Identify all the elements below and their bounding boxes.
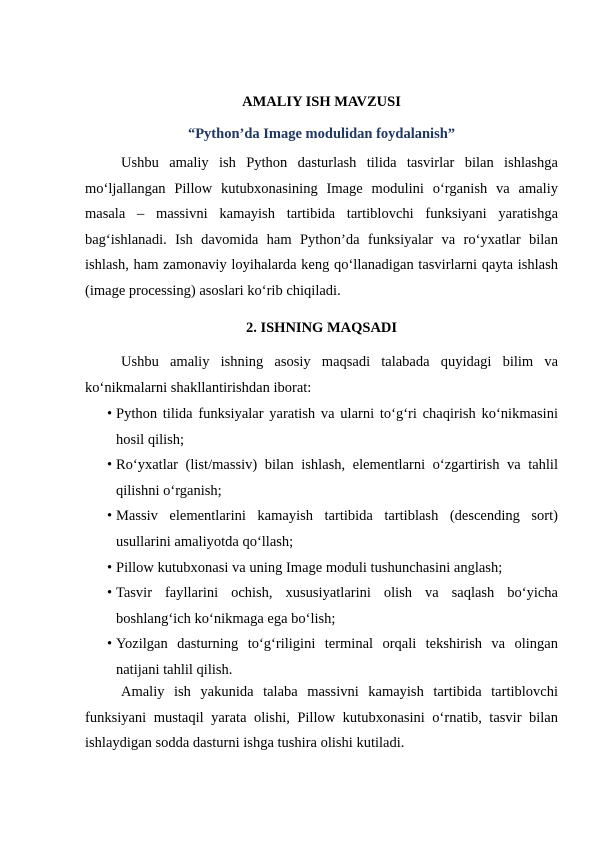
conclusion-paragraph: Amaliy ish yakunida talaba massivni kamayish tartibida tartiblovchi funksiyani mustaqil yarata olishi, Pillow kutubxonasini o‘rnatib, tasvir bilan ishlaydigan sodda dasturni ishga tushira olishi kutiladi. [85,684,558,752]
list-item [85,453,558,504]
goals-intro-paragraph: Ushbu amaliy ishning asosiy maqsadi talabada quyidagi bilim va ko‘nikmalarni shakllantirishdan iborat: [85,354,558,396]
document-subtitle: “Python’da Image modulidan foydalanish” [187,126,456,142]
section-heading: 2. ISHNING MAQSADI [245,320,398,336]
intro-paragraph: Ushbu amaliy ish Python dasturlash tilida tasvirlar bilan ishlashga mo‘ljallangan Pillow kutubxonasining Image modulini o‘rganish va amaliy masala – massivni kamayish tartibida tartiblovchi funksiyani yaratishga bag‘ishlanadi. Ish davomida ham Python’da funksiyalar va ro‘yxatlar bilan ishlash, ham zamonaviy loyihalarda keng qo‘llanadigan tasvirlarni qayta ishlash (image processing) asoslari ko‘rib chiqiladi. [85,155,558,299]
bullet-icon: • [107,585,113,602]
list-item [85,556,558,582]
document-page [85,0,558,849]
bullet-icon: • [107,406,113,422]
list-item [85,504,558,555]
list-item [85,632,558,683]
list-item-text: Pillow kutubxonasi va uning Image moduli tushunchasini anglash; [116,559,503,576]
list-item [85,402,558,453]
list-item-text: Massiv elementlarini kamayish tartibida tartiblash (descending sort) usullarini amaliyotda qo‘llash; [116,508,558,550]
list-item-text: Ro‘yxatlar (list/massiv) bilan ishlash, elementlarni o‘zgartirish va tahlil qilishni o‘rganish; [116,457,558,499]
bullet-icon: • [107,508,113,525]
bullet-icon: • [107,559,113,576]
list-item [85,581,558,632]
list-item-text: Tasvir fayllarini ochish, xususiyatlarini olish va saqlash bo‘yicha boshlang‘ich ko‘nikmaga ega bo‘lish; [116,585,558,627]
list-item-text: Yozilgan dasturning to‘g‘riligini terminal orqali tekshirish va olingan natijani tahlil qilish. [116,636,558,678]
list-item-text: Python tilida funksiyalar yaratish va ularni to‘g‘ri chaqirish ko‘nikmasini hosil qilish; [116,406,558,448]
document-title: AMALIY ISH MAVZUSI [242,94,401,110]
bullet-icon: • [107,636,113,653]
bullet-icon: • [107,457,113,474]
goals-list [85,402,558,684]
